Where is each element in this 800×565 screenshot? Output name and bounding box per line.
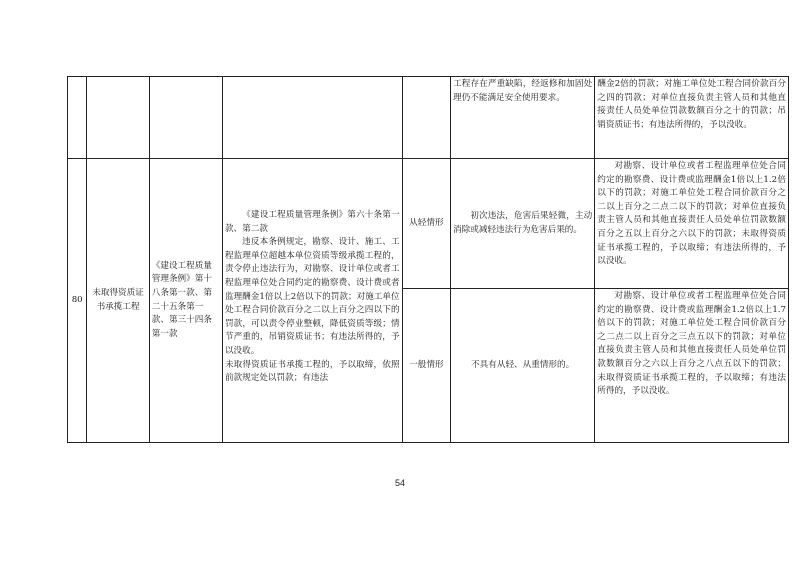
row-number-cell bbox=[68, 77, 87, 159]
circumstance-description-cell: 工程存在严重缺陷，经返修和加固处理仍不能满足安全使用要求。 bbox=[451, 77, 595, 159]
legal-basis-cell: 《建设工程质量管理条例》第十八条第一款、第二十五条第一款、第三十四条第一款 bbox=[149, 159, 222, 443]
provision-paragraph: 未取得资质证书承揽工程的，予以取缔，依照前款规定处以罚款；有违法 bbox=[224, 359, 400, 384]
circumstance-level-cell: 从轻情形 bbox=[402, 159, 450, 289]
violation-item-cell: 未取得资质证书承揽工程 bbox=[87, 159, 149, 443]
penalty-standard-cell: 酬金2倍的罚款；对施工单位处工程合同价款百分之四的罚款；对单位直接负责主管人员和其他直接责任人员处单位罚款数额百分之十的罚款；吊销资质证书；有违法所得的，予以没收。 bbox=[595, 77, 789, 159]
penalty-provision-cell bbox=[222, 159, 402, 443]
circumstance-level-cell: 一般情形 bbox=[402, 289, 450, 443]
penalty-standard-cell: 对勘察、设计单位或者工程监理单位处合同约定的勘察费、设计费或监理酬金1.2倍以上1.7倍以下的罚款；对施工单位处工程合同价款百分之二点二以上百分之三点五以下的罚款；对单位直接负责主管人员和其他直接责任人员处单位罚款数额百分之六以上百分之八点五以下的罚款；未取得资质证书承揽工程的，予以取缔；有违法所得的，予以没收。 bbox=[595, 289, 789, 443]
row-number-cell: 80 bbox=[68, 159, 87, 443]
penalty-standard-cell: 对勘察、设计单位或者工程监理单位处合同约定的勘察费、设计费或监理酬金1倍以上1.2倍以下的罚款；对施工单位处工程合同价款百分之二以上百分之二点二以下的罚款；对单位直接负责主管人员和其他直接责任人员处单位罚款数额百分之五以上百分之六以下的罚款；未取得资质证书承揽工程的，予以取缔；有违法所得的，予以没收。 bbox=[595, 159, 789, 289]
violation-item-cell bbox=[87, 77, 149, 159]
circumstance-description-cell: 不具有从轻、从重情形的。 bbox=[451, 289, 595, 443]
penalty-standards-table bbox=[67, 76, 789, 443]
table-row bbox=[68, 77, 789, 159]
table-row bbox=[68, 159, 789, 289]
circumstance-description-cell: 初次违法，危害后果轻微，主动消除或减轻违法行为危害后果的。 bbox=[451, 159, 595, 289]
legal-basis-cell bbox=[149, 77, 222, 159]
page-number: 54 bbox=[394, 478, 405, 488]
provision-paragraph: 违反本条例规定，勘察、设计、施工、工程监理单位超越本单位资质等级承揽工程的，责令停止违法行为，对勘察、设计单位或者工程监理单位处合同约定的勘察费、设计费或者监理酬金1倍以上2倍以下的罚款；对施工单位处工程合同价款百分之二以上百分之四以下的罚款，可以责令停业整顿，降低资质等级；情节严重的，吊销资质证书；有违法所得的，予以没收。 bbox=[224, 237, 400, 356]
circumstance-level-cell bbox=[402, 77, 450, 159]
penalty-provision-cell bbox=[222, 77, 402, 159]
provision-title: 《建设工程质量管理条例》第六十条第一款、第二款 bbox=[224, 210, 400, 234]
